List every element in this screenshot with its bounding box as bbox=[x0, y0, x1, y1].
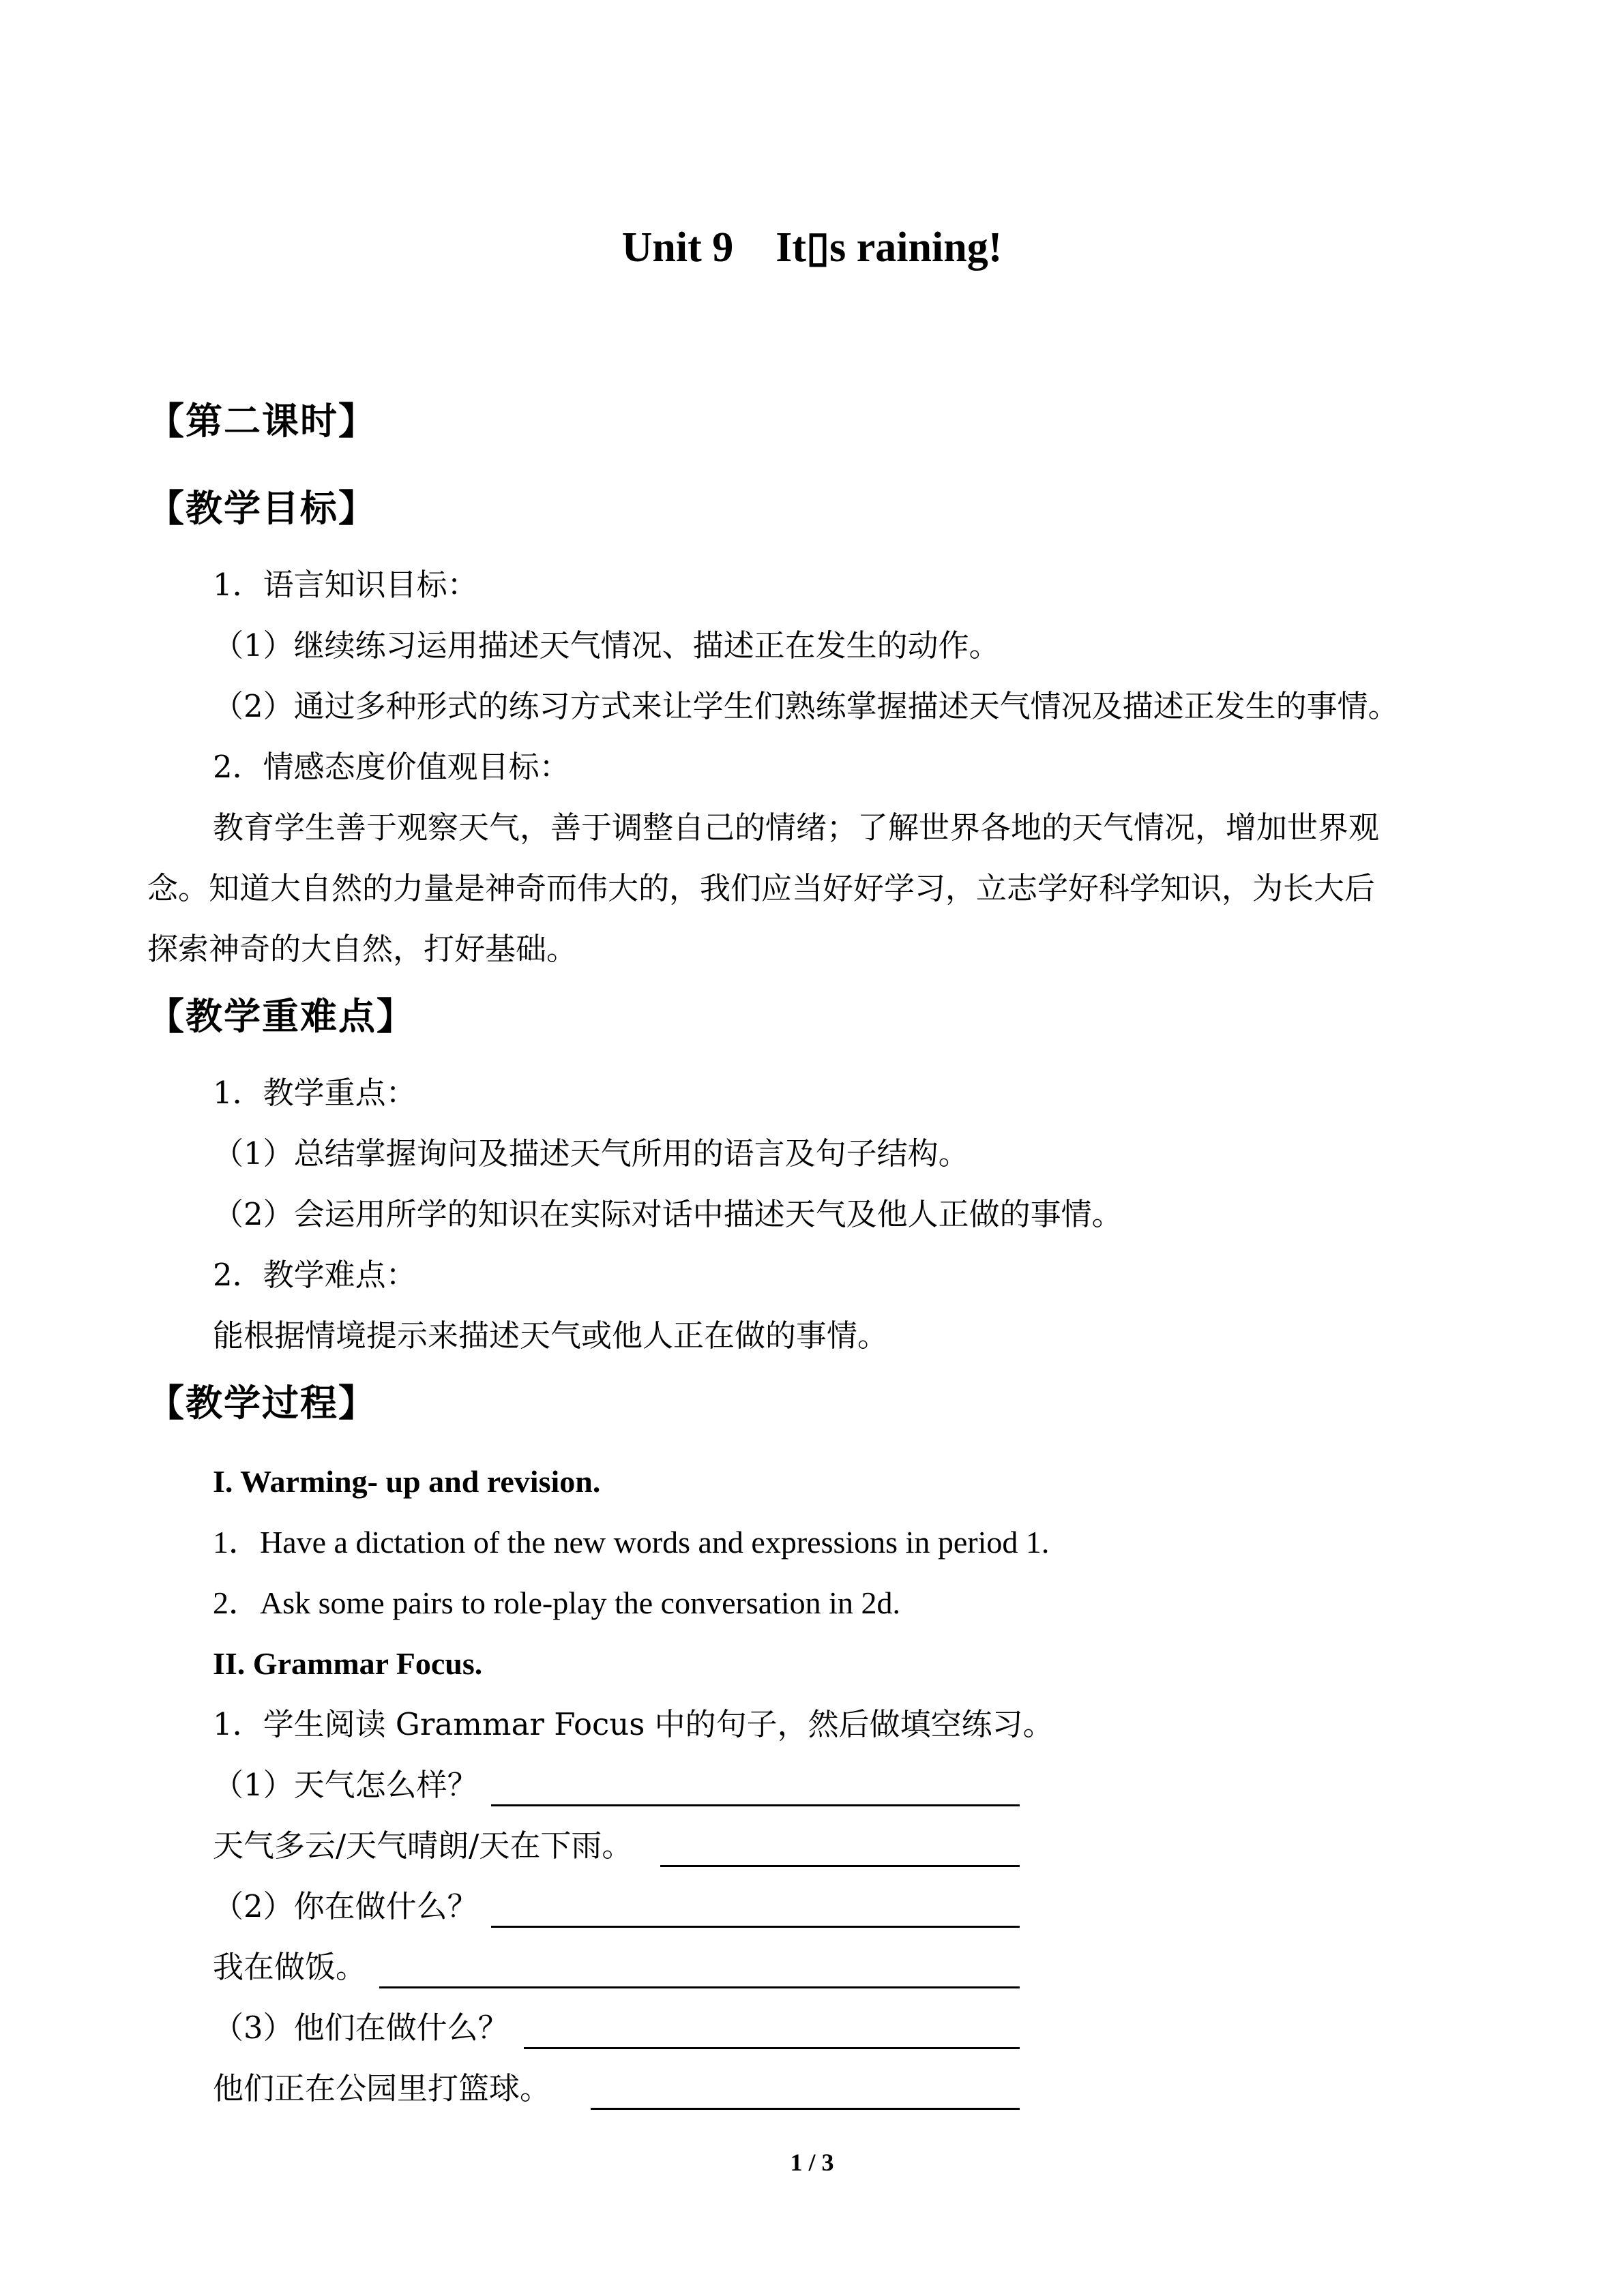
objective-item-1-2: （2）通过多种形式的练习方式来让学生们熟练掌握描述天气情况及描述正发生的事情。 bbox=[213, 688, 1399, 724]
answer-blank-6[interactable] bbox=[591, 2076, 1020, 2110]
key-point-item-2: 2．教学难点： bbox=[213, 1257, 417, 1293]
section-2-item-1: 1．学生阅读 Grammar Focus 中的句子，然后做填空练习。 bbox=[213, 1706, 1054, 1742]
exercise-question-1 bbox=[213, 1765, 478, 1806]
exercise-answer-1-text: 天气多云/天气晴朗/天在下雨。 bbox=[213, 1828, 633, 1864]
answer-blank-2[interactable] bbox=[660, 1834, 1020, 1867]
lesson-heading: 【第二课时】 bbox=[147, 400, 377, 443]
key-point-item-1: 1．教学重点： bbox=[213, 1075, 417, 1111]
section-1-item-2: 2．Ask some pairs to role-play the conversation in 2d. bbox=[213, 1585, 900, 1620]
answer-blank-1[interactable] bbox=[491, 1773, 1020, 1806]
key-point-item-1-2: （2）会运用所学的知识在实际对话中描述天气及他人正做的事情。 bbox=[213, 1196, 1123, 1232]
exercise-answer-1 bbox=[213, 1825, 632, 1866]
objective-paragraph-line-3: 探索神奇的大自然，打好基础。 bbox=[147, 931, 578, 967]
objectives-heading: 【教学目标】 bbox=[147, 487, 377, 530]
exercise-question-2 bbox=[213, 1886, 478, 1927]
objective-paragraph-line-1: 教育学生善于观察天气，善于调整自己的情绪；了解世界各地的天气情况，增加世界观 bbox=[213, 809, 1380, 846]
exercise-answer-3-text: 他们正在公园里打篮球。 bbox=[213, 2070, 551, 2106]
exercise-answer-2-text: 我在做饭。 bbox=[213, 1949, 367, 1985]
key-point-item-1-1: （1）总结掌握询问及描述天气所用的语言及句子结构。 bbox=[213, 1135, 969, 1172]
process-heading: 【教学过程】 bbox=[147, 1382, 377, 1425]
exercise-question-3 bbox=[213, 2008, 509, 2048]
objective-item-1: 1．语言知识目标： bbox=[213, 567, 478, 603]
section-1-title: I. Warming- up and revision. bbox=[213, 1464, 601, 1499]
exercise-answer-2 bbox=[213, 1947, 366, 1988]
section-1-item-1: 1．Have a dictation of the new words and expressions in period 1. bbox=[213, 1525, 1050, 1560]
section-2-title: II. Grammar Focus. bbox=[213, 1646, 483, 1681]
exercise-answer-3 bbox=[213, 2068, 550, 2109]
key-points-heading: 【教学重难点】 bbox=[147, 995, 415, 1038]
answer-blank-4[interactable] bbox=[379, 1955, 1020, 1988]
exercise-question-3-text: （3）他们在做什么？ bbox=[213, 2010, 509, 2046]
objective-item-2: 2．情感态度价值观目标： bbox=[213, 749, 570, 785]
exercise-question-1-text: （1）天气怎么样？ bbox=[213, 1767, 478, 1803]
answer-blank-5[interactable] bbox=[524, 2016, 1020, 2049]
key-point-item-2-text: 能根据情境提示来描述天气或他人正在做的事情。 bbox=[213, 1317, 889, 1354]
page-number: 1 / 3 bbox=[790, 2149, 834, 2176]
document-title: Unit 9 It▯s raining! bbox=[621, 224, 1003, 271]
objective-paragraph-line-2: 念。知道大自然的力量是神奇而伟大的，我们应当好好学习，立志学好科学知识，为长大后 bbox=[147, 870, 1376, 906]
objective-item-1-1: （1）继续练习运用描述天气情况、描述正在发生的动作。 bbox=[213, 627, 1000, 664]
exercise-question-2-text: （2）你在做什么？ bbox=[213, 1888, 478, 1924]
answer-blank-3[interactable] bbox=[491, 1894, 1020, 1928]
